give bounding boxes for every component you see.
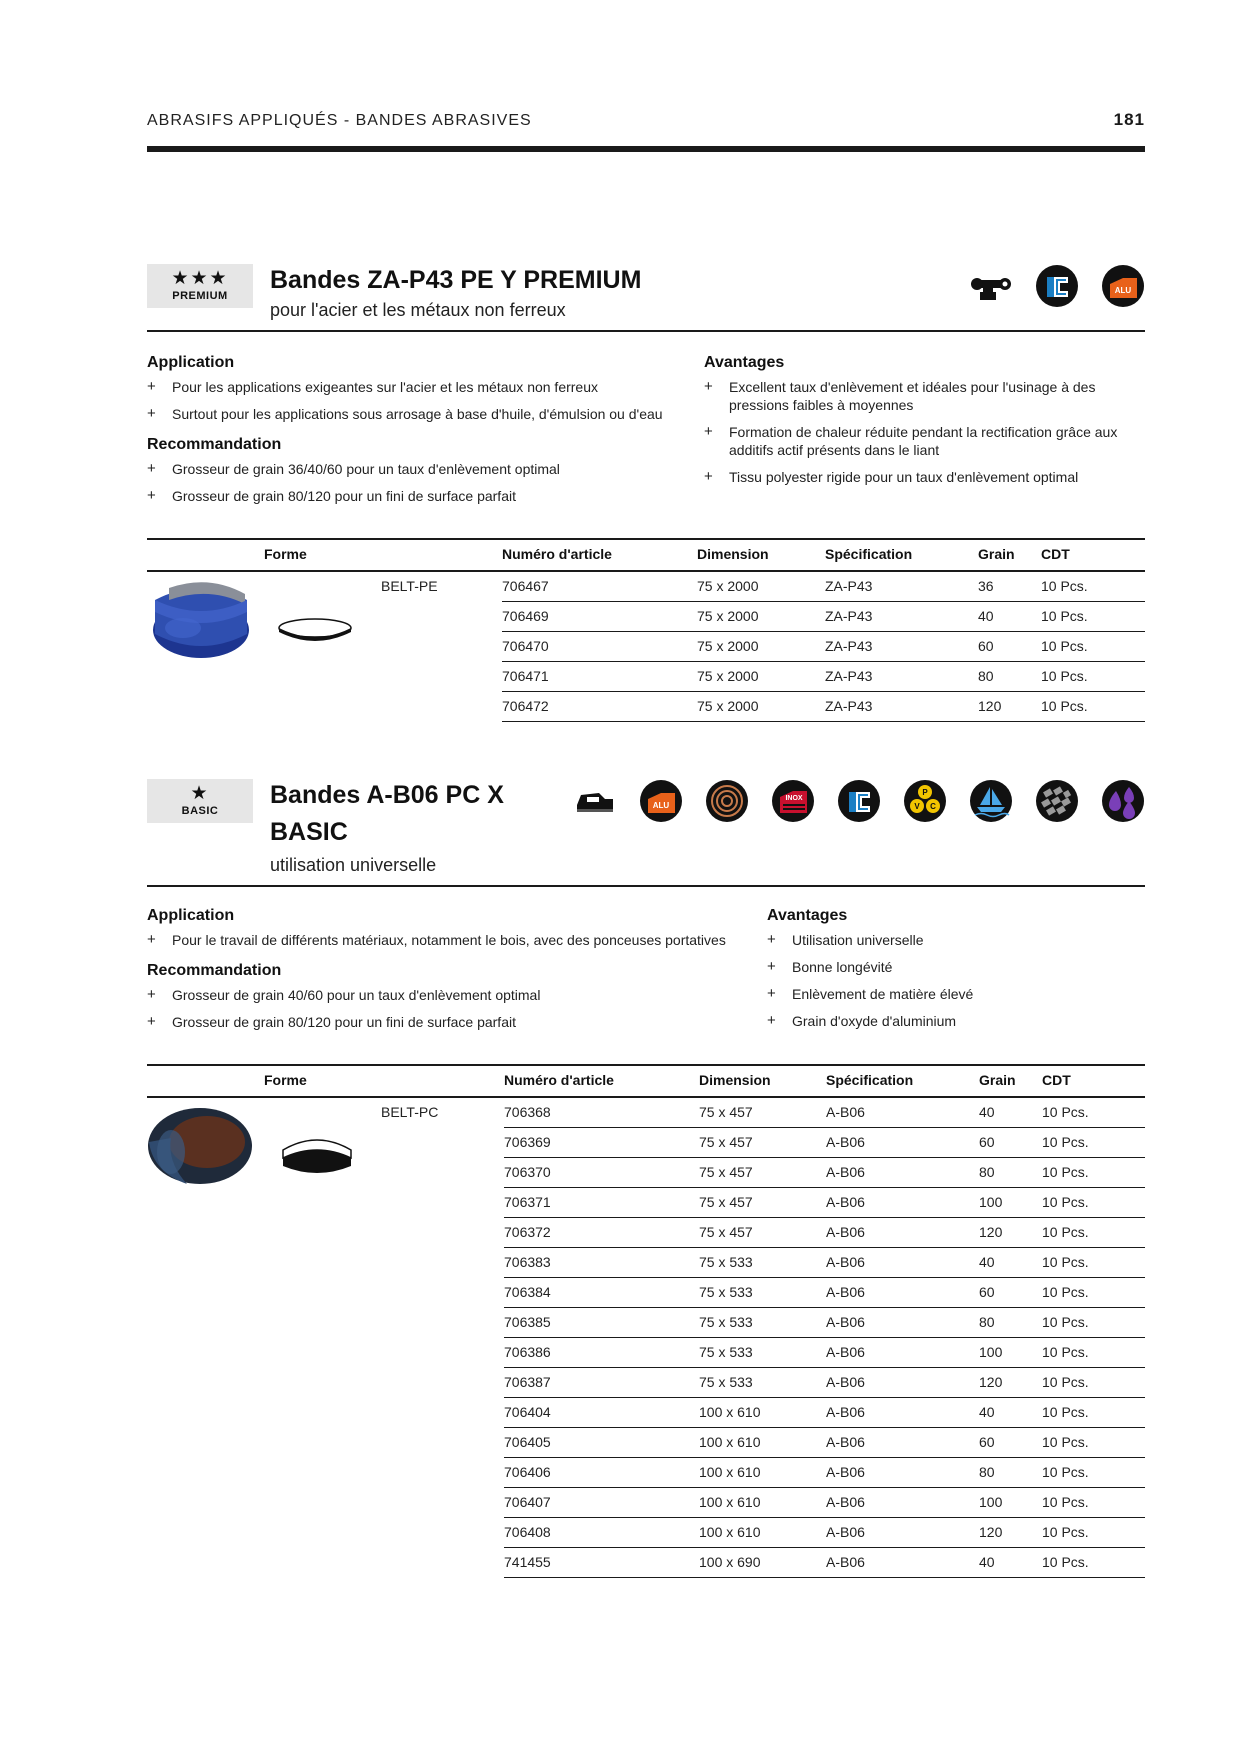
- grain: 80: [979, 1464, 995, 1480]
- list-item: + Grain d'oxyde d'aluminium: [767, 1012, 1137, 1030]
- cdt: 10 Pcs.: [1042, 1254, 1089, 1270]
- list-item: + Enlèvement de matière élevé: [767, 985, 1137, 1003]
- alu-label: ALU: [652, 801, 670, 810]
- article-number: 706405: [504, 1434, 551, 1450]
- table-row: [504, 1368, 1145, 1398]
- wood-icon: [705, 779, 749, 823]
- cdt: 10 Pcs.: [1042, 1284, 1089, 1300]
- grain: 80: [979, 1164, 995, 1180]
- article-number: 706407: [504, 1494, 551, 1510]
- cdt: 10 Pcs.: [1041, 698, 1088, 714]
- specification: A-B06: [826, 1104, 865, 1120]
- dimension: 100 x 690: [699, 1554, 761, 1570]
- specification: A-B06: [826, 1164, 865, 1180]
- list-item: + Surtout pour les applications sous arrosage à base d'huile, d'émulsion ou d'eau: [147, 405, 707, 423]
- cdt: 10 Pcs.: [1042, 1314, 1089, 1330]
- table-row: [504, 1338, 1145, 1368]
- product-subtitle: pour l'acier et les métaux non ferreux: [270, 300, 566, 320]
- portable-sander-icon: [573, 779, 617, 823]
- cdt: 10 Pcs.: [1041, 668, 1088, 684]
- list-item: + Tissu polyester rigide pour un taux d'enlèvement optimal: [704, 468, 1144, 486]
- article-number: 706387: [504, 1374, 551, 1390]
- list-item: + Bonne longévité: [767, 958, 1137, 976]
- page-number: 181: [1113, 110, 1145, 129]
- table-top-rule: [147, 538, 1145, 540]
- article-number: 706406: [504, 1464, 551, 1480]
- specification: A-B06: [826, 1434, 865, 1450]
- shape-label: BELT-PC: [381, 1104, 439, 1120]
- cdt: 10 Pcs.: [1042, 1164, 1089, 1180]
- pvc-p-label: P: [922, 788, 928, 797]
- col-forme: Forme: [264, 546, 307, 562]
- table-row: [504, 1158, 1145, 1188]
- specification: A-B06: [826, 1254, 865, 1270]
- page-header: [147, 110, 1145, 152]
- dimension: 75 x 2000: [697, 698, 759, 714]
- grain: 80: [979, 1314, 995, 1330]
- belt-shape-drawing: [277, 616, 353, 649]
- col-dimension: Dimension: [697, 546, 769, 562]
- belt-sander-icon: [969, 264, 1013, 308]
- product-section-premium: [147, 262, 1145, 722]
- grain: 120: [979, 1374, 1003, 1390]
- col-grain: Grain: [978, 546, 1015, 562]
- grain: 120: [978, 698, 1002, 714]
- article-number: 706471: [502, 668, 549, 684]
- col-specification: Spécification: [825, 546, 913, 562]
- avantages-list: [704, 378, 1144, 495]
- specification: A-B06: [826, 1194, 865, 1210]
- quality-badge: [147, 779, 253, 823]
- article-number: 706467: [502, 578, 549, 594]
- grain: 36: [978, 578, 994, 594]
- specification: A-B06: [826, 1134, 865, 1150]
- dimension: 75 x 2000: [697, 668, 759, 684]
- table-row: [504, 1128, 1145, 1158]
- dimension: 75 x 457: [699, 1224, 753, 1240]
- specification: A-B06: [826, 1404, 865, 1420]
- col-cdt: CDT: [1041, 546, 1070, 562]
- cdt: 10 Pcs.: [1041, 638, 1088, 654]
- quality-level: PREMIUM: [172, 290, 228, 302]
- alu-label: ALU: [1114, 286, 1132, 295]
- col-article: Numéro d'article: [502, 546, 612, 562]
- paint-icon: [1101, 779, 1145, 823]
- cdt: 10 Pcs.: [1042, 1554, 1089, 1570]
- belt-photo: [149, 578, 253, 669]
- section-rule: [147, 330, 1145, 332]
- grain: 40: [979, 1104, 995, 1120]
- article-number: 706386: [504, 1344, 551, 1360]
- col-forme: Forme: [264, 1072, 307, 1088]
- grain: 60: [978, 638, 994, 654]
- grain: 40: [979, 1254, 995, 1270]
- article-number: 706371: [504, 1194, 551, 1210]
- col-specification: Spécification: [826, 1072, 914, 1088]
- dimension: 75 x 457: [699, 1164, 753, 1180]
- recommandation-list: [147, 986, 707, 1040]
- dimension: 75 x 533: [699, 1254, 753, 1270]
- product-title-line2: BASIC: [270, 818, 348, 846]
- article-number: 706470: [502, 638, 549, 654]
- list-item: + Utilisation universelle: [767, 931, 1137, 949]
- application-list: [147, 931, 767, 958]
- article-number: 706370: [504, 1164, 551, 1180]
- list-item: + Pour le travail de différents matériaux, notamment le bois, avec des ponceuses portatives: [147, 931, 767, 949]
- dimension: 75 x 533: [699, 1344, 753, 1360]
- specification: A-B06: [826, 1224, 865, 1240]
- star-icon: ★★★: [171, 268, 229, 289]
- grain: 80: [978, 668, 994, 684]
- dimension: 75 x 457: [699, 1194, 753, 1210]
- cdt: 10 Pcs.: [1042, 1494, 1089, 1510]
- quality-level: BASIC: [181, 805, 219, 817]
- dimension: 75 x 457: [699, 1104, 753, 1120]
- list-item: + Grosseur de grain 80/120 pour un fini de surface parfait: [147, 487, 687, 505]
- table-row: [504, 1428, 1145, 1458]
- quality-badge: [147, 264, 253, 308]
- dimension: 75 x 533: [699, 1374, 753, 1390]
- shape-label: BELT-PE: [381, 578, 438, 594]
- recommandation-heading: Recommandation: [147, 436, 282, 453]
- steel-icon: [837, 779, 881, 823]
- table-row: [504, 1488, 1145, 1518]
- section-rule: [147, 885, 1145, 887]
- table-row: [504, 1188, 1145, 1218]
- specification: A-B06: [826, 1554, 865, 1570]
- application-icons: [573, 779, 1145, 823]
- article-number: 706383: [504, 1254, 551, 1270]
- table-row: [502, 602, 1145, 632]
- recommandation-list: [147, 460, 687, 514]
- table-row: [504, 1278, 1145, 1308]
- col-grain: Grain: [979, 1072, 1016, 1088]
- recommandation-heading: Recommandation: [147, 962, 282, 979]
- pvc-c-label: C: [930, 802, 936, 811]
- grain: 40: [978, 608, 994, 624]
- cdt: 10 Pcs.: [1042, 1104, 1089, 1120]
- list-item: + Excellent taux d'enlèvement et idéales pour l'usinage à des pressions faibles à moyennes: [704, 378, 1144, 414]
- article-table: [147, 538, 1145, 718]
- cdt: 10 Pcs.: [1041, 608, 1088, 624]
- table-row: [504, 1248, 1145, 1278]
- grain: 120: [979, 1224, 1003, 1240]
- article-number: 706368: [504, 1104, 551, 1120]
- specification: A-B06: [826, 1284, 865, 1300]
- product-subtitle: utilisation universelle: [270, 855, 437, 875]
- grain: 60: [979, 1134, 995, 1150]
- dimension: 75 x 533: [699, 1284, 753, 1300]
- cdt: 10 Pcs.: [1042, 1194, 1089, 1210]
- cdt: 10 Pcs.: [1042, 1464, 1089, 1480]
- dimension: 75 x 2000: [697, 608, 759, 624]
- cdt: 10 Pcs.: [1042, 1434, 1089, 1450]
- dimension: 100 x 610: [699, 1434, 761, 1450]
- specification: A-B06: [826, 1464, 865, 1480]
- grain: 100: [979, 1344, 1003, 1360]
- alu-icon: [1101, 264, 1145, 308]
- dimension: 100 x 610: [699, 1464, 761, 1480]
- grain: 40: [979, 1554, 995, 1570]
- running-title: ABRASIFS APPLIQUÉS - BANDES ABRASIVES: [147, 112, 532, 129]
- col-dimension: Dimension: [699, 1072, 771, 1088]
- list-item: + Grosseur de grain 40/60 pour un taux d'enlèvement optimal: [147, 986, 707, 1004]
- grain: 120: [979, 1524, 1003, 1540]
- article-number: 706369: [504, 1134, 551, 1150]
- dimension: 75 x 2000: [697, 638, 759, 654]
- article-number: 706384: [504, 1284, 551, 1300]
- grain: 100: [979, 1194, 1003, 1210]
- col-article: Numéro d'article: [504, 1072, 614, 1088]
- dimension: 75 x 2000: [697, 578, 759, 594]
- specification: ZA-P43: [825, 608, 873, 624]
- dimension: 75 x 457: [699, 1134, 753, 1150]
- dimension: 100 x 610: [699, 1494, 761, 1510]
- inox-label: INOX: [785, 795, 803, 802]
- list-item: + Grosseur de grain 80/120 pour un fini de surface parfait: [147, 1013, 707, 1031]
- specification: A-B06: [826, 1494, 865, 1510]
- cdt: 10 Pcs.: [1042, 1134, 1089, 1150]
- avantages-heading: Avantages: [704, 354, 785, 371]
- dimension: 100 x 610: [699, 1404, 761, 1420]
- list-item: + Pour les applications exigeantes sur l'acier et les métaux non ferreux: [147, 378, 707, 396]
- article-number: 706385: [504, 1314, 551, 1330]
- specification: ZA-P43: [825, 668, 873, 684]
- stone-icon: [1035, 779, 1079, 823]
- belt-shape-drawing: [279, 1136, 355, 1181]
- product-section-basic: [147, 777, 1145, 1587]
- article-number: 706404: [504, 1404, 551, 1420]
- specification: A-B06: [826, 1374, 865, 1390]
- article-number: 706408: [504, 1524, 551, 1540]
- specification: A-B06: [826, 1314, 865, 1330]
- table-row: [502, 572, 1145, 602]
- specification: ZA-P43: [825, 638, 873, 654]
- cdt: 10 Pcs.: [1041, 578, 1088, 594]
- table-row: [504, 1218, 1145, 1248]
- cdt: 10 Pcs.: [1042, 1404, 1089, 1420]
- article-table: [147, 1064, 1145, 1584]
- grain: 60: [979, 1284, 995, 1300]
- avantages-list: [767, 931, 1137, 1039]
- product-title: Bandes ZA-P43 PE Y PREMIUM: [270, 266, 642, 294]
- alu-icon: [639, 779, 683, 823]
- star-icon: ★: [190, 783, 210, 804]
- table-row: [502, 692, 1145, 722]
- article-number: 706469: [502, 608, 549, 624]
- header-rule: [147, 146, 1145, 152]
- application-icons: [969, 264, 1145, 308]
- inox-icon: [1035, 264, 1079, 308]
- specification: ZA-P43: [825, 578, 873, 594]
- table-row: [504, 1518, 1145, 1548]
- grain: 100: [979, 1494, 1003, 1510]
- list-item: + Grosseur de grain 36/40/60 pour un taux d'enlèvement optimal: [147, 460, 687, 478]
- article-number: 741455: [504, 1554, 551, 1570]
- cdt: 10 Pcs.: [1042, 1374, 1089, 1390]
- application-heading: Application: [147, 907, 235, 924]
- application-heading: Application: [147, 354, 235, 371]
- cdt: 10 Pcs.: [1042, 1524, 1089, 1540]
- specification: ZA-P43: [825, 698, 873, 714]
- table-row: [502, 632, 1145, 662]
- specification: A-B06: [826, 1524, 865, 1540]
- boat-icon: [969, 779, 1013, 823]
- grain: 40: [979, 1404, 995, 1420]
- inox-icon: [771, 779, 815, 823]
- table-row: [504, 1458, 1145, 1488]
- cdt: 10 Pcs.: [1042, 1344, 1089, 1360]
- dimension: 100 x 610: [699, 1524, 761, 1540]
- product-title: Bandes A-B06 PC X: [270, 781, 504, 809]
- table-top-rule: [147, 1064, 1145, 1066]
- table-row: [504, 1098, 1145, 1128]
- article-number: 706372: [504, 1224, 551, 1240]
- table-row: [504, 1398, 1145, 1428]
- col-cdt: CDT: [1042, 1072, 1071, 1088]
- belt-photo: [147, 1102, 253, 1195]
- cdt: 10 Pcs.: [1042, 1224, 1089, 1240]
- article-number: 706472: [502, 698, 549, 714]
- dimension: 75 x 533: [699, 1314, 753, 1330]
- application-list: [147, 378, 707, 432]
- table-row: [504, 1548, 1145, 1578]
- specification: A-B06: [826, 1344, 865, 1360]
- avantages-heading: Avantages: [767, 907, 848, 924]
- pvc-icon: [903, 779, 947, 823]
- table-row: [502, 662, 1145, 692]
- list-item: + Formation de chaleur réduite pendant la rectification grâce aux additifs actif présents dans le liant: [704, 423, 1144, 459]
- pvc-v-label: V: [914, 802, 920, 811]
- grain: 60: [979, 1434, 995, 1450]
- table-row: [504, 1308, 1145, 1338]
